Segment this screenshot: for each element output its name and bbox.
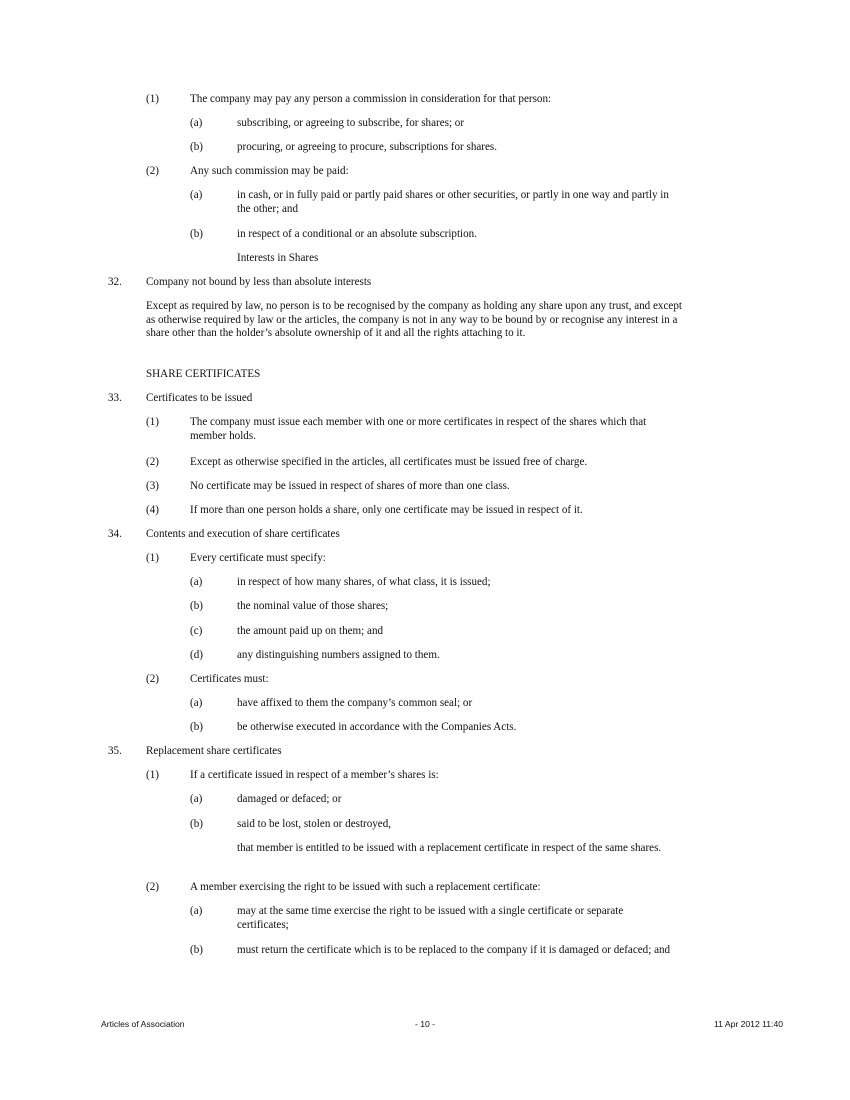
clause-text: If more than one person holds a share, only one certificate may be issued in respect of it. [190, 504, 583, 516]
subclause-text: in respect of a conditional or an absolute subscription. [237, 228, 477, 240]
subclause-letter: (c) [190, 625, 203, 637]
subclause-text: the amount paid up on them; and [237, 625, 384, 637]
clause-text: If a certificate issued in respect of a member’s shares is: [190, 769, 439, 781]
subclause-text: subscribing, or agreeing to subscribe, for shares; or [237, 117, 465, 129]
subclause-letter: (b) [190, 141, 203, 153]
subclause-letter: (a) [190, 189, 203, 201]
subclause-continuation: that member is entitled to be issued with a replacement certificate in respect of the same shares. [237, 842, 662, 854]
subclause-letter: (a) [190, 117, 203, 129]
clause-text: The company must issue each member with one or more certificates in respect of the shares which that member holds. [190, 416, 647, 442]
article-number: 32. [108, 276, 122, 288]
clause-number: (2) [146, 456, 159, 468]
subclause-letter: (b) [190, 818, 203, 830]
heading-share-certificates: SHARE CERTIFICATES [146, 368, 261, 380]
clause-number: (1) [146, 552, 159, 564]
clause-text: A member exercising the right to be issued with such a replacement certificate: [190, 881, 541, 893]
subclause-text: any distinguishing numbers assigned to them. [237, 649, 440, 661]
subclause-letter: (b) [190, 600, 203, 612]
clause-text: Any such commission may be paid: [190, 165, 349, 177]
subclause-letter: (b) [190, 944, 203, 956]
clause-number: (1) [146, 416, 159, 428]
clause-number: (1) [146, 769, 159, 781]
clause-text: Certificates must: [190, 673, 269, 685]
footer-document-title: Articles of Association [101, 1019, 185, 1029]
subclause-text: be otherwise executed in accordance with the Companies Acts. [237, 721, 517, 733]
clause-number: (2) [146, 881, 159, 893]
article-paragraph: Except as required by law, no person is to be recognised by the company as holding any share upon any trust, and except as otherwise required by law or the articles, the company is not in any way to be bound by or recognise any interest in a share other than the holder’s absolute ownership of it and all the rights attaching to it. [146, 300, 682, 340]
clause-number: (3) [146, 480, 159, 492]
article-title: Certificates to be issued [146, 392, 253, 404]
subclause-letter: (b) [190, 228, 203, 240]
clause-number: (1) [146, 93, 159, 105]
subclause-letter: (d) [190, 649, 203, 661]
article-number: 33. [108, 392, 122, 404]
subclause-text: the nominal value of those shares; [237, 600, 389, 612]
subclause-text: may at the same time exercise the right to be issued with a single certificate or separate certificates; [237, 905, 624, 931]
subclause-letter: (a) [190, 697, 203, 709]
subclause-text: said to be lost, stolen or destroyed, [237, 818, 392, 830]
footer-page-number: - 10 - [414, 1019, 436, 1029]
subclause-text: must return the certificate which is to be replaced to the company if it is damaged or defaced; and [237, 944, 671, 956]
footer-timestamp: 11 Apr 2012 11:40 [714, 1019, 783, 1029]
subclause-letter: (b) [190, 721, 203, 733]
subclause-text: damaged or defaced; or [237, 793, 342, 805]
subclause-text: have affixed to them the company’s common seal; or [237, 697, 473, 709]
subclause-letter: (a) [190, 793, 203, 805]
subclause-text: in respect of how many shares, of what class, it is issued; [237, 576, 491, 588]
clause-text: Every certificate must specify: [190, 552, 326, 564]
clause-text: No certificate may be issued in respect of shares of more than one class. [190, 480, 510, 492]
subclause-text: procuring, or agreeing to procure, subscriptions for shares. [237, 141, 498, 153]
subclause-text: in cash, or in fully paid or partly paid shares or other securities, or partly in one way and partly in the other; and [237, 189, 669, 215]
article-title: Contents and execution of share certificates [146, 528, 340, 540]
clause-number: (2) [146, 165, 159, 177]
article-number: 34. [108, 528, 122, 540]
clause-number: (4) [146, 504, 159, 516]
article-title: Company not bound by less than absolute interests [146, 276, 372, 288]
article-title: Replacement share certificates [146, 745, 282, 757]
clause-number: (2) [146, 673, 159, 685]
subclause-letter: (a) [190, 576, 203, 588]
clause-text: Except as otherwise specified in the articles, all certificates must be issued free of charge. [190, 456, 588, 468]
clause-text: The company may pay any person a commission in consideration for that person: [190, 93, 552, 105]
heading-interests-in-shares: Interests in Shares [237, 252, 319, 264]
subclause-letter: (a) [190, 905, 203, 917]
article-number: 35. [108, 745, 122, 757]
